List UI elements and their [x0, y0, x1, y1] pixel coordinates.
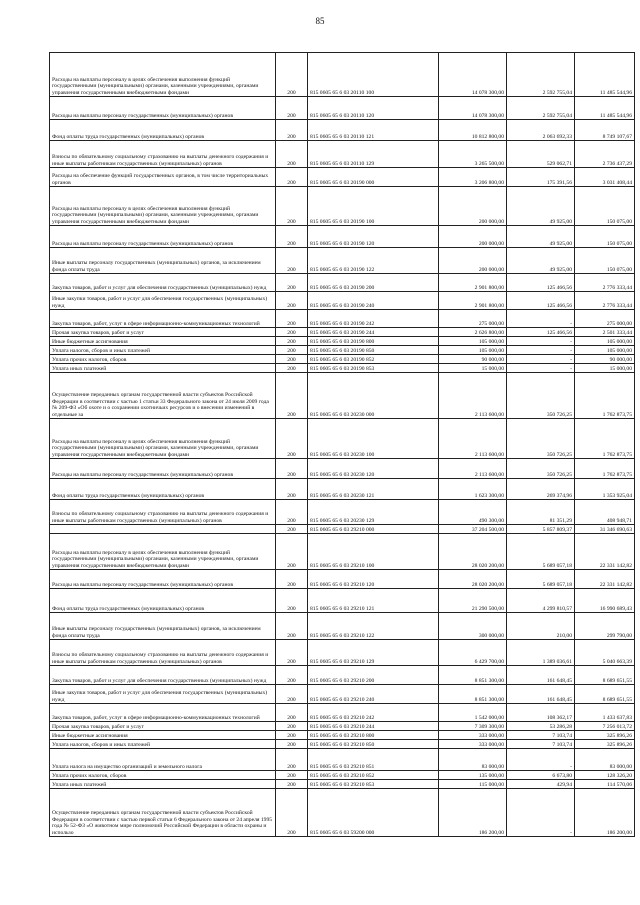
row-name-cell: Фонд оплаты труда государственных (муниципальных) органов	[50, 120, 276, 141]
table-row	[50, 570, 635, 589]
row-classification-cell: 815 0605 65 6 03 20190 122	[308, 248, 439, 274]
table-row	[50, 168, 635, 187]
row-classification-cell: 815 0605 65 6 03 20190 850	[308, 346, 439, 355]
row-approved-amount-cell: 90 000,00	[439, 355, 507, 364]
row-executed-amount-cell: 529 062,71	[507, 141, 575, 168]
row-classification-cell: 815 0605 65 6 03 20230 000	[308, 373, 439, 419]
row-approved-amount-cell: 6 429 700,00	[439, 640, 507, 666]
row-classification-cell: 815 0605 65 6 03 20190 200	[308, 274, 439, 292]
row-approved-amount-cell: 3 265 500,00	[439, 141, 507, 168]
table-row	[50, 187, 635, 226]
row-approved-amount-cell: 8 851 300,00	[439, 685, 507, 704]
row-classification-cell: 815 0605 65 6 03 29210 100	[308, 534, 439, 570]
row-code-cell: 200	[276, 120, 308, 141]
row-approved-amount-cell: 37 204 500,00	[439, 525, 507, 534]
row-remaining-amount-cell: 15 000,00	[575, 364, 635, 373]
row-name-cell: Расходы на обеспечение функций государственных органов, в том числе территориальных органов	[50, 168, 276, 187]
row-approved-amount-cell: 200 000,00	[439, 248, 507, 274]
row-remaining-amount-cell: 114 570,06	[575, 780, 635, 789]
row-code-cell: 200	[276, 685, 308, 704]
row-remaining-amount-cell: 83 000,00	[575, 749, 635, 771]
row-executed-amount-cell: 6 673,80	[507, 771, 575, 780]
table-row	[50, 534, 635, 570]
table-row	[50, 459, 635, 479]
table-row	[50, 419, 635, 459]
row-remaining-amount-cell: 1 762 873,75	[575, 459, 635, 479]
row-classification-cell: 815 0605 65 6 03 20230 120	[308, 459, 439, 479]
table-row	[50, 292, 635, 310]
row-executed-amount-cell: 161 648,45	[507, 666, 575, 685]
row-executed-amount-cell: -	[507, 789, 575, 837]
row-name-cell: Иные закупки товаров, работ и услуг для обеспечения государственных (муниципальных) нужд	[50, 292, 276, 310]
row-code-cell: 200	[276, 459, 308, 479]
row-approved-amount-cell: 200 000,00	[439, 226, 507, 248]
table-row	[50, 685, 635, 704]
row-remaining-amount-cell: 325 896,26	[575, 740, 635, 749]
row-name-cell: Фонд оплаты труда государственных (муниципальных) органов	[50, 589, 276, 613]
row-code-cell: 200	[276, 749, 308, 771]
budget-execution-table	[49, 52, 635, 837]
row-executed-amount-cell: 5 689 057,18	[507, 570, 575, 589]
row-approved-amount-cell: 105 000,00	[439, 337, 507, 346]
row-approved-amount-cell: 135 000,00	[439, 771, 507, 780]
row-remaining-amount-cell: 2 776 333,44	[575, 292, 635, 310]
row-remaining-amount-cell: 150 075,00	[575, 187, 635, 226]
row-code-cell: 200	[276, 740, 308, 749]
row-name-cell: Расходы на выплаты персоналу в целях обеспечения выполнения функций государственными (муниципальными) органами, казенными учреждениями, органами управления государственными внебюджетными фондами	[50, 187, 276, 226]
table-row	[50, 226, 635, 248]
row-name-cell: Осуществление переданных органам государственной власти субъектов Российской Федерации в соответствии с частью первой статьи 6 Федерального закона от 24 апреля 1995 года № 52-ФЗ «О животном мире полномочий Российской Федерации в области охраны и использо	[50, 789, 276, 837]
row-executed-amount-cell: -	[507, 364, 575, 373]
row-executed-amount-cell: 269 374,96	[507, 479, 575, 500]
row-remaining-amount-cell: 5 040 663,39	[575, 640, 635, 666]
row-code-cell: 200	[276, 226, 308, 248]
row-classification-cell: 815 0605 65 6 03 29210 240	[308, 685, 439, 704]
row-name-cell: Расходы на выплаты персоналу государственных (муниципальных) органов	[50, 570, 276, 589]
row-remaining-amount-cell: 105 000,00	[575, 337, 635, 346]
row-remaining-amount-cell: 31 346 690,63	[575, 525, 635, 534]
row-approved-amount-cell: 200 000,00	[439, 187, 507, 226]
row-executed-amount-cell: 4 299 810,57	[507, 589, 575, 613]
row-remaining-amount-cell: 1 762 873,75	[575, 419, 635, 459]
row-name-cell: Расходы на выплаты персоналу в целях обеспечения выполнения функций государственными (муниципальными) органами, казенными учреждениями, органами управления государственными внебюджетными фондами	[50, 534, 276, 570]
row-name-cell: Уплата иных платежей	[50, 364, 276, 373]
row-remaining-amount-cell: 8 689 651,55	[575, 666, 635, 685]
row-code-cell: 200	[276, 141, 308, 168]
row-remaining-amount-cell: 105 000,00	[575, 346, 635, 355]
table-row	[50, 97, 635, 120]
row-classification-cell: 815 0605 65 6 03 29210 244	[308, 722, 439, 731]
row-remaining-amount-cell: 11 485 544,96	[575, 53, 635, 97]
row-code-cell: 200	[276, 292, 308, 310]
row-name-cell: Взносы по обязательному социальному страхованию на выплаты денежного содержания и иные выплаты работникам государственных (муниципальных) органов	[50, 141, 276, 168]
table-row	[50, 525, 635, 534]
row-name-cell: Иные бюджетные ассигнования	[50, 337, 276, 346]
row-remaining-amount-cell: 16 990 689,43	[575, 589, 635, 613]
row-approved-amount-cell: 115 000,00	[439, 780, 507, 789]
row-classification-cell: 815 0605 65 6 03 20110 129	[308, 141, 439, 168]
table-row	[50, 789, 635, 837]
row-approved-amount-cell: 333 000,00	[439, 731, 507, 740]
table-row	[50, 274, 635, 292]
row-remaining-amount-cell: 2 501 333,44	[575, 328, 635, 337]
row-code-cell: 200	[276, 364, 308, 373]
table-row	[50, 364, 635, 373]
row-classification-cell: 815 0605 65 6 03 29210 129	[308, 640, 439, 666]
row-remaining-amount-cell: 3 031 408,44	[575, 168, 635, 187]
row-executed-amount-cell: 2 592 755,04	[507, 53, 575, 97]
row-remaining-amount-cell: 128 326,20	[575, 771, 635, 780]
row-approved-amount-cell: 21 290 500,00	[439, 589, 507, 613]
row-code-cell: 200	[276, 570, 308, 589]
row-classification-cell: 815 0605 65 6 03 20190 853	[308, 364, 439, 373]
row-approved-amount-cell: 1 542 000,00	[439, 704, 507, 722]
table-row	[50, 740, 635, 749]
row-executed-amount-cell: 7 103,74	[507, 740, 575, 749]
row-name-cell: Расходы на выплаты персоналу в целях обеспечения выполнения функций государственными (муниципальными) органами, казенными учреждениями, органами управления государственными внебюджетными фондами	[50, 419, 276, 459]
row-remaining-amount-cell: 7 256 013,72	[575, 722, 635, 731]
row-executed-amount-cell: 49 925,00	[507, 248, 575, 274]
row-approved-amount-cell: 2 113 600,00	[439, 419, 507, 459]
row-code-cell: 200	[276, 310, 308, 328]
row-name-cell: Расходы на выплаты персоналу в целях обеспечения выполнения функций государственными (муниципальными) органами, казенными учреждениями, органами управления государственными внебюджетными фондами	[50, 53, 276, 97]
row-executed-amount-cell: -	[507, 749, 575, 771]
row-classification-cell: 815 0605 65 6 03 20190 242	[308, 310, 439, 328]
row-classification-cell: 815 0605 65 6 03 20190 800	[308, 337, 439, 346]
row-executed-amount-cell: 2 063 692,33	[507, 120, 575, 141]
row-executed-amount-cell: 81 351,29	[507, 500, 575, 525]
table-row	[50, 337, 635, 346]
table-row	[50, 666, 635, 685]
row-code-cell: 200	[276, 373, 308, 419]
row-approved-amount-cell: 14 078 300,00	[439, 53, 507, 97]
row-remaining-amount-cell: 11 485 544,96	[575, 97, 635, 120]
row-executed-amount-cell: -	[507, 355, 575, 364]
table-row	[50, 613, 635, 640]
row-executed-amount-cell: -	[507, 337, 575, 346]
row-name-cell: Уплата налогов, сборов и иных платежей	[50, 346, 276, 355]
row-executed-amount-cell: 49 925,00	[507, 226, 575, 248]
row-code-cell: 200	[276, 589, 308, 613]
row-remaining-amount-cell: 22 331 142,82	[575, 570, 635, 589]
row-classification-cell: 815 0605 65 6 03 20190 000	[308, 168, 439, 187]
row-classification-cell: 815 0605 65 6 03 29210 852	[308, 771, 439, 780]
table-row	[50, 141, 635, 168]
row-remaining-amount-cell: 299 790,00	[575, 613, 635, 640]
row-approved-amount-cell: 3 206 800,00	[439, 168, 507, 187]
row-executed-amount-cell: 350 726,25	[507, 373, 575, 419]
row-classification-cell: 815 0605 65 6 03 29210 851	[308, 749, 439, 771]
row-remaining-amount-cell: 8 749 107,67	[575, 120, 635, 141]
row-code-cell: 200	[276, 355, 308, 364]
row-executed-amount-cell: 53 286,28	[507, 722, 575, 731]
row-name-cell: Расходы на выплаты персоналу государственных (муниципальных) органов	[50, 459, 276, 479]
row-classification-cell: 815 0605 65 6 03 29210 853	[308, 780, 439, 789]
row-code-cell: 200	[276, 771, 308, 780]
row-executed-amount-cell: -	[507, 346, 575, 355]
row-approved-amount-cell: 15 000,00	[439, 364, 507, 373]
row-remaining-amount-cell: 186 200,00	[575, 789, 635, 837]
row-approved-amount-cell: 28 020 200,00	[439, 570, 507, 589]
row-classification-cell: 815 0605 65 6 03 29210 200	[308, 666, 439, 685]
row-name-cell: Прочая закупка товаров, работ и услуг	[50, 328, 276, 337]
row-classification-cell: 815 0605 65 6 03 20110 120	[308, 97, 439, 120]
row-name-cell: Иные выплаты персоналу государственных (муниципальных) органов, за исключением фонда оплаты труда	[50, 248, 276, 274]
table-row	[50, 248, 635, 274]
row-classification-cell: 815 0605 65 6 03 20230 100	[308, 419, 439, 459]
row-classification-cell: 815 0605 65 6 03 20190 852	[308, 355, 439, 364]
row-name-cell: Закупка товаров, работ и услуг для обеспечения государственных (муниципальных) нужд	[50, 666, 276, 685]
table-row	[50, 704, 635, 722]
row-name-cell: Уплата прочих налогов, сборов	[50, 355, 276, 364]
row-executed-amount-cell: 1 389 036,61	[507, 640, 575, 666]
table-row	[50, 346, 635, 355]
row-code-cell: 200	[276, 640, 308, 666]
row-name-cell: Уплата иных платежей	[50, 780, 276, 789]
row-name-cell: Уплата налогов, сборов и иных платежей	[50, 740, 276, 749]
row-name-cell: Иные выплаты персоналу государственных (муниципальных) органов, за исключением фонда оплаты труда	[50, 613, 276, 640]
row-executed-amount-cell: 108 362,17	[507, 704, 575, 722]
row-classification-cell: 815 0605 65 6 03 59200 000	[308, 789, 439, 837]
row-code-cell: 200	[276, 704, 308, 722]
row-name-cell: Закупка товаров, работ, услуг в сфере информационно-коммуникационных технологий	[50, 704, 276, 722]
table-row	[50, 640, 635, 666]
row-approved-amount-cell: 275 000,00	[439, 310, 507, 328]
row-classification-cell: 815 0605 65 6 03 20230 129	[308, 500, 439, 525]
row-remaining-amount-cell: 2 776 333,44	[575, 274, 635, 292]
row-code-cell: 200	[276, 419, 308, 459]
row-approved-amount-cell: 7 309 300,00	[439, 722, 507, 731]
row-executed-amount-cell: -	[507, 310, 575, 328]
table-row	[50, 500, 635, 525]
table-row	[50, 120, 635, 141]
row-name-cell: Иные бюджетные ассигнования	[50, 731, 276, 740]
table-row	[50, 780, 635, 789]
row-name-cell: Осуществление переданных органам государственной власти субъектов Российской Федерации в соответствии с частью 1 статьи 33 Федерального закона от 24 июля 2009 года № 209-ФЗ «Об охоте и о сохранении охотничьих ресурсов и о внесении изменений в отдельные за	[50, 373, 276, 419]
row-approved-amount-cell: 186 200,00	[439, 789, 507, 837]
row-classification-cell: 815 0605 65 6 03 20190 240	[308, 292, 439, 310]
row-code-cell: 200	[276, 613, 308, 640]
row-name-cell: Расходы на выплаты персоналу государственных (муниципальных) органов	[50, 226, 276, 248]
row-code-cell: 200	[276, 346, 308, 355]
table-row	[50, 771, 635, 780]
row-name-cell: Уплата налога на имущество организаций и земельного налога	[50, 749, 276, 771]
row-remaining-amount-cell: 325 896,26	[575, 731, 635, 740]
table-row	[50, 731, 635, 740]
row-approved-amount-cell: 105 000,00	[439, 346, 507, 355]
row-code-cell: 200	[276, 479, 308, 500]
row-approved-amount-cell: 10 812 800,00	[439, 120, 507, 141]
row-code-cell: 200	[276, 722, 308, 731]
row-name-cell: Иные закупки товаров, работ и услуг для обеспечения государственных (муниципальных) нужд	[50, 685, 276, 704]
row-classification-cell: 815 0605 65 6 03 29210 122	[308, 613, 439, 640]
row-executed-amount-cell: 2 592 755,04	[507, 97, 575, 120]
row-code-cell: 200	[276, 780, 308, 789]
row-name-cell: Взносы по обязательному социальному страхованию на выплаты денежного содержания и иные выплаты работникам государственных (муниципальных) органов	[50, 500, 276, 525]
row-approved-amount-cell: 300 000,00	[439, 613, 507, 640]
row-classification-cell: 815 0605 65 6 03 20190 244	[308, 328, 439, 337]
row-approved-amount-cell: 2 901 800,00	[439, 274, 507, 292]
row-remaining-amount-cell: 275 000,00	[575, 310, 635, 328]
row-approved-amount-cell: 14 078 300,00	[439, 97, 507, 120]
row-executed-amount-cell: 161 648,45	[507, 685, 575, 704]
row-executed-amount-cell: 125 466,56	[507, 292, 575, 310]
row-classification-cell: 815 0605 65 6 03 20190 120	[308, 226, 439, 248]
row-name-cell	[50, 525, 276, 534]
row-code-cell: 200	[276, 328, 308, 337]
row-approved-amount-cell: 2 113 600,00	[439, 459, 507, 479]
table-row	[50, 355, 635, 364]
row-remaining-amount-cell: 150 075,00	[575, 248, 635, 274]
row-approved-amount-cell: 2 113 600,00	[439, 373, 507, 419]
row-remaining-amount-cell: 150 075,00	[575, 226, 635, 248]
row-remaining-amount-cell: 408 948,71	[575, 500, 635, 525]
row-classification-cell: 815 0605 65 6 03 20230 121	[308, 479, 439, 500]
row-code-cell: 200	[276, 500, 308, 525]
row-remaining-amount-cell: 1 762 873,75	[575, 373, 635, 419]
table-row	[50, 479, 635, 500]
table-row	[50, 310, 635, 328]
row-approved-amount-cell: 8 851 300,00	[439, 666, 507, 685]
row-code-cell: 200	[276, 187, 308, 226]
row-code-cell: 200	[276, 274, 308, 292]
row-name-cell: Прочая закупка товаров, работ и услуг	[50, 722, 276, 731]
row-name-cell: Расходы на выплаты персоналу государственных (муниципальных) органов	[50, 97, 276, 120]
row-code-cell: 200	[276, 731, 308, 740]
row-name-cell: Закупка товаров, работ и услуг для обеспечения государственных (муниципальных) нужд	[50, 274, 276, 292]
row-remaining-amount-cell: 1 353 925,04	[575, 479, 635, 500]
row-executed-amount-cell: 210,00	[507, 613, 575, 640]
row-name-cell: Фонд оплаты труда государственных (муниципальных) органов	[50, 479, 276, 500]
row-classification-cell: 815 0605 65 6 03 29210 242	[308, 704, 439, 722]
table-row	[50, 589, 635, 613]
row-name-cell: Уплата прочих налогов, сборов	[50, 771, 276, 780]
table-row	[50, 328, 635, 337]
row-name-cell: Закупка товаров, работ, услуг в сфере информационно-коммуникационных технологий	[50, 310, 276, 328]
row-name-cell: Взносы по обязательному социальному страхованию на выплаты денежного содержания и иные выплаты работникам государственных (муниципальных) органов	[50, 640, 276, 666]
row-code-cell: 200	[276, 97, 308, 120]
row-executed-amount-cell: 49 925,00	[507, 187, 575, 226]
table-row	[50, 53, 635, 97]
row-executed-amount-cell: 429,94	[507, 780, 575, 789]
row-classification-cell: 815 0605 65 6 03 20110 121	[308, 120, 439, 141]
row-remaining-amount-cell: 90 000,00	[575, 355, 635, 364]
row-classification-cell: 815 0605 65 6 03 29210 121	[308, 589, 439, 613]
row-code-cell: 200	[276, 168, 308, 187]
row-remaining-amount-cell: 22 331 142,82	[575, 534, 635, 570]
row-classification-cell: 815 0605 65 6 03 20110 100	[308, 53, 439, 97]
row-code-cell: 200	[276, 525, 308, 534]
row-executed-amount-cell: 125 466,56	[507, 328, 575, 337]
row-approved-amount-cell: 490 300,00	[439, 500, 507, 525]
row-code-cell: 200	[276, 789, 308, 837]
row-executed-amount-cell: 350 726,25	[507, 419, 575, 459]
row-executed-amount-cell: 5 857 809,37	[507, 525, 575, 534]
row-executed-amount-cell: 5 689 057,18	[507, 534, 575, 570]
row-code-cell: 200	[276, 248, 308, 274]
row-executed-amount-cell: 7 103,74	[507, 731, 575, 740]
page-number: 85	[315, 16, 325, 26]
row-classification-cell: 815 0605 65 6 03 29210 000	[308, 525, 439, 534]
table-row	[50, 373, 635, 419]
table-row	[50, 722, 635, 731]
table-row	[50, 749, 635, 771]
row-classification-cell: 815 0605 65 6 03 29210 850	[308, 740, 439, 749]
row-classification-cell: 815 0605 65 6 03 20190 100	[308, 187, 439, 226]
row-classification-cell: 815 0605 65 6 03 29210 120	[308, 570, 439, 589]
row-code-cell: 200	[276, 337, 308, 346]
row-approved-amount-cell: 1 623 300,00	[439, 479, 507, 500]
row-executed-amount-cell: 175 391,56	[507, 168, 575, 187]
row-executed-amount-cell: 125 466,56	[507, 274, 575, 292]
row-remaining-amount-cell: 1 433 637,83	[575, 704, 635, 722]
row-remaining-amount-cell: 2 736 437,29	[575, 141, 635, 168]
row-classification-cell: 815 0605 65 6 03 29210 800	[308, 731, 439, 740]
row-code-cell: 200	[276, 666, 308, 685]
row-approved-amount-cell: 28 020 200,00	[439, 534, 507, 570]
row-approved-amount-cell: 2 626 800,00	[439, 328, 507, 337]
row-approved-amount-cell: 83 000,00	[439, 749, 507, 771]
row-remaining-amount-cell: 8 689 651,55	[575, 685, 635, 704]
row-approved-amount-cell: 333 000,00	[439, 740, 507, 749]
row-executed-amount-cell: 350 726,25	[507, 459, 575, 479]
row-approved-amount-cell: 2 901 800,00	[439, 292, 507, 310]
row-code-cell: 200	[276, 53, 308, 97]
row-code-cell: 200	[276, 534, 308, 570]
